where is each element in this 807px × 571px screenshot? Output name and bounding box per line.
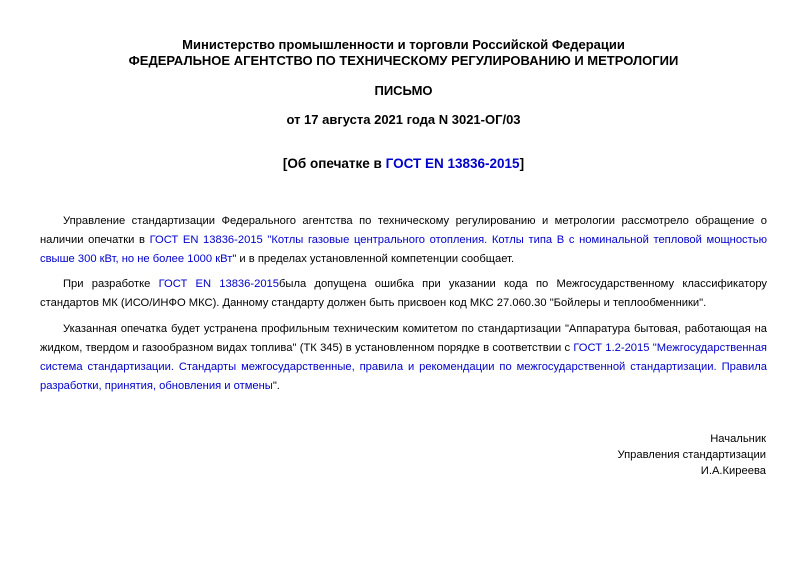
paragraph-3 bbox=[40, 320, 767, 396]
subject-prefix: [Об опечатке в bbox=[282, 156, 386, 171]
gost-en-13836-link[interactable]: ГОСТ EN 13836-2015 bbox=[158, 278, 279, 290]
document-subject bbox=[0, 156, 807, 171]
subject-suffix: ] bbox=[519, 156, 525, 171]
paragraph-1-text-a: Управление стандартизации Федерального агентства по техническому регулированию и метрологии рассмотрело обращение о наличии опечатки в bbox=[40, 215, 767, 246]
paragraph-2 bbox=[40, 275, 767, 313]
ministry-title: Министерство промышленности и торговли Российской Федерации bbox=[182, 37, 625, 52]
paragraph-2-text-b: была допущена ошибка при указании кода по Межгосударственному классификатору стандартов МК (ИСО/ИНФО МКС). Данному стандарту должен быть присвоен код МКС 27.060.30 "Бойлеры и теплообменники". bbox=[40, 278, 768, 309]
signature-position: Начальник bbox=[710, 433, 766, 445]
document-date-number: от 17 августа 2021 года N 3021-ОГ/03 bbox=[286, 112, 521, 127]
paragraph-1-text-b: " и в пределах установленной компетенции сообщает. bbox=[232, 253, 515, 265]
signature-name: И.А.Киреева bbox=[700, 465, 766, 477]
agency-title: ФЕДЕРАЛЬНОЕ АГЕНТСТВО ПО ТЕХНИЧЕСКОМУ РЕГУЛИРОВАНИЮ И МЕТРОЛОГИИ bbox=[128, 53, 679, 68]
signature-department: Управления стандартизации bbox=[617, 449, 766, 461]
paragraph-2-text-a: При разработке bbox=[63, 278, 159, 290]
subject-gost-link[interactable]: ГОСТ EN 13836-2015 bbox=[385, 156, 520, 171]
paragraph-3-text-a: Указанная опечатка будет устранена профильным техническим комитетом по стандартизации "Аппаратура бытовая, работающая на жидком, твердом и газообразном видах топлива" (ТК 345) в установленном порядке в соответствии с bbox=[40, 323, 767, 354]
gost-en-13836-title-link[interactable]: ГОСТ EN 13836-2015 "Котлы газовые центрального отопления. Котлы типа B с номинальной тепловой мощностью свыше 300 кВт, но не более 1000 кВт bbox=[40, 234, 767, 265]
gost-1-2-2015-link[interactable]: ГОСТ 1.2-2015 "Межгосударственная система стандартизации. Стандарты межгосударственные, правила и рекомендации по межгосударственной стандартизации. Правила разработки, принятия, обновления и отмены bbox=[40, 342, 767, 392]
paragraph-3-text-b: ". bbox=[272, 380, 280, 392]
paragraph-1 bbox=[40, 212, 767, 269]
document-type: ПИСЬМО bbox=[374, 83, 433, 98]
